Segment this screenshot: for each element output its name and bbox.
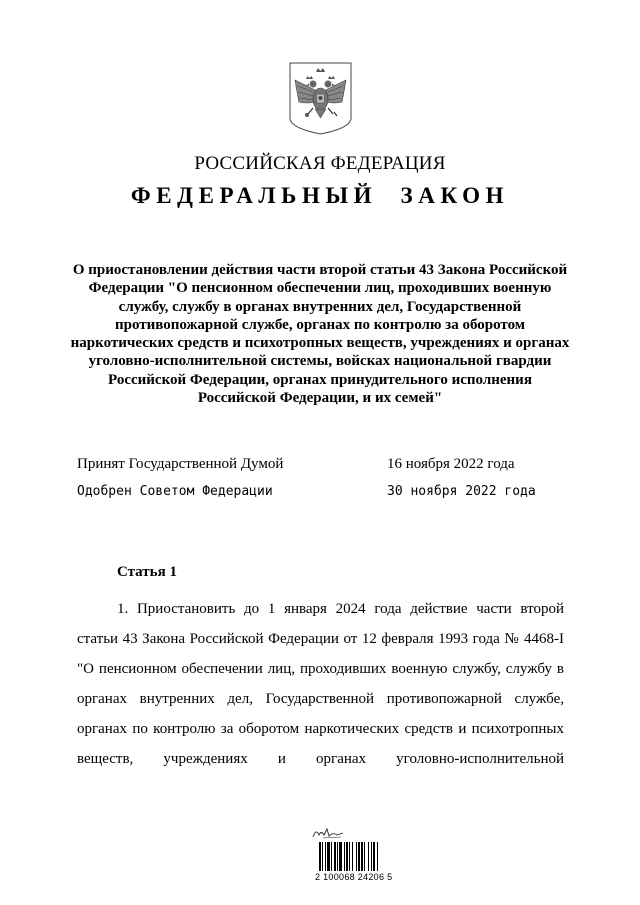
barcode-bar [334,842,336,871]
barcode-number: 2 100068 24206 5 [315,872,393,882]
council-label: Одобрен Советом Федерации [77,484,273,499]
barcode-bar [349,842,350,871]
barcode-bar [368,842,369,871]
barcode-bar [346,842,348,871]
article-paragraph [77,594,564,774]
document-type: ФЕДЕРАЛЬНЫЙ ЗАКОН [130,183,510,208]
barcode-bar [344,842,345,871]
barcode-bar [352,842,353,871]
barcode-bar [377,842,378,871]
duma-label: Принят Государственной Думой [77,456,284,472]
article-heading: Статья 1 [117,564,177,580]
barcode-bar [364,842,365,871]
adoption-duma [77,456,547,476]
duma-date: 16 ноября 2022 года [387,456,515,472]
handwritten-signature [311,826,345,840]
barcode-bar [371,842,372,871]
barcode-icon [319,842,401,871]
adoption-council [77,484,547,504]
barcode-bar [319,842,321,871]
barcode-bar [322,842,323,871]
coat-of-arms-icon [289,62,352,135]
country-name: РОССИЙСКАЯ ФЕДЕРАЦИЯ [194,153,446,174]
barcode-bar [331,842,332,871]
barcode-bar [327,842,330,871]
council-date: 30 ноября 2022 года [387,484,536,499]
article-text: 1. Приостановить до 1 января 2024 года действие части второй статьи 43 Закона Российской Федерации от 12 февраля 1993 года № 4468-I "О пенсионном обеспечении лиц, проходивших военную службу, службу в органах внутренних дел, Государственной противопожарной службе, органах по контролю за оборотом наркотических средств и психотропных веществ, учреждениях и органах уголовно-исполнительной [77,601,564,767]
barcode-bar [339,842,342,871]
barcode-bar [358,842,360,871]
document-footer [311,826,401,886]
law-title: О приостановлении действия части второй статьи 43 Закона Российской Федерации "О пенсионном обеспечении лиц, проходивших военную службу, службу в органах внутренних дел, Государственной противопожарной службе, органах по контролю за оборотом наркотических средств и психотропных веществ, учреждениях и органах уголовно-исполнительной системы, войсках национальной гвардии Российской Федерации, органах принудительного исполнения Российской Федерации, и их семей" [70,262,570,407]
barcode-bar [325,842,326,871]
barcode-bar [373,842,375,871]
barcode-bar [356,842,357,871]
barcode-bar [361,842,363,871]
barcode-bar [337,842,338,871]
